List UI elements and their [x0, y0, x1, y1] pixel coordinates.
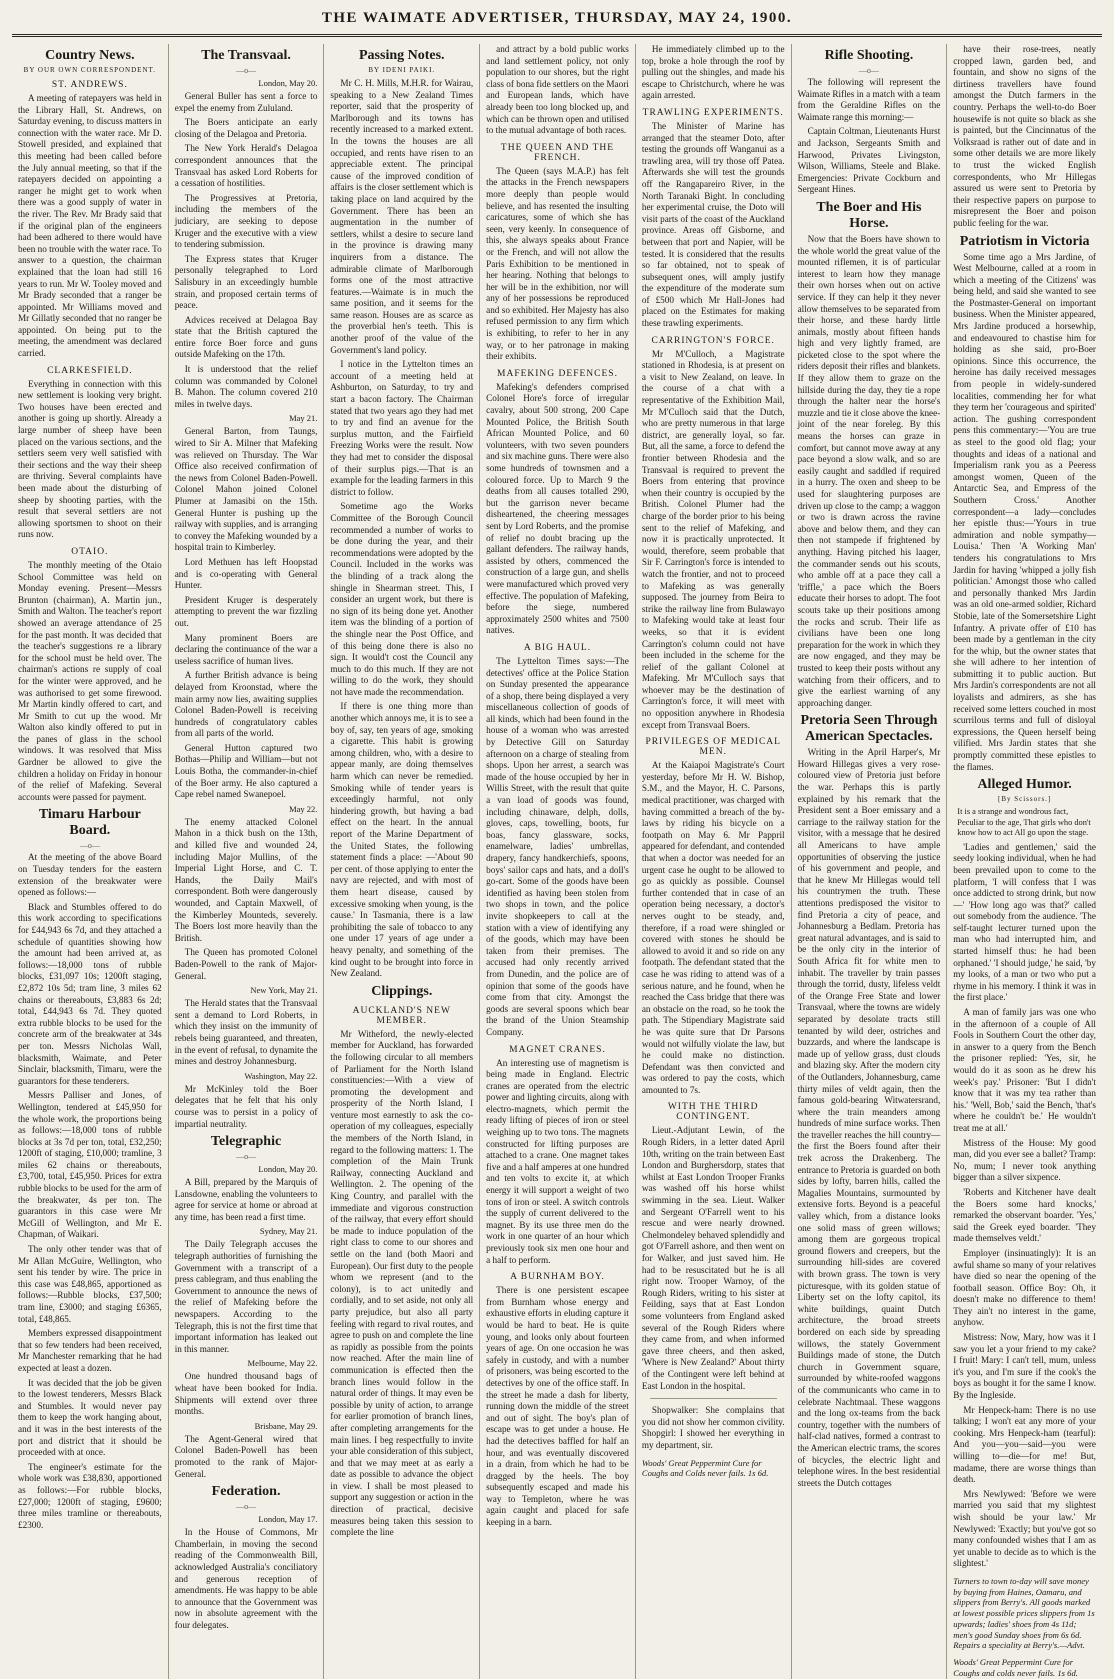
divider-ornament: —o—: [236, 1502, 257, 1512]
masthead: THE WAIMATE ADVERTISER, THURSDAY, MAY 24, 1900.: [321, 10, 793, 26]
article-paragraph: The enemy attacked Colonel Mahon in a thick bush on the 13th, and killed five and wounded 24, including Major Mullins, of the Imperial Light Horse, and C. T. Hands, the Daily Mail's correspondent. Both were dangerously wounded, and Captain Maxwell, of the Kimberley Mounteds, severely. The Boers lost more heavily than the British.: [174, 816, 318, 943]
article-paragraph: General Hutton captured two Bothas—Philip and William—but not Louis Botha, the commander-in-chief of the Boer army. He also captured a Cape rebel named Swanepoel.: [174, 742, 318, 800]
heading-the-transvaal: The Transvaal.: [201, 48, 291, 63]
article-paragraph: The Queen (says M.A.P.) has felt the attacks in the French newspapers more deeply than people would believe, and has resented the insulting caricatures, some of which she has seen, very keenly. In consequence of this, she always speaks about France or the French, and will not allow the Paris Exhibition to be mentioned in her hearing. Nothing that belongs to her will be in the exhibition, nor will any of her possessions be reproduced and so exhibited. Her Majesty has also refused permission to any firm which is exhibiting, to refer to her in any way, or to her patronage in making their exhibits.: [486, 165, 629, 362]
heading-boer-and-his-horse: The Boer and His Horse.: [816, 199, 922, 231]
article-paragraph: Writing in the April Harper's, Mr Howard Hillegas gives a very rose-coloured view of Pretoria just before the war. Perhaps this is partly explained by his remark that the President sent a Boer emissary and a carriage to the railway station for the visitor, with a message that he desired all Americans to have ample opportunities of observing the justice of his government and people, and that he knew Mr Hillegas would tell his countrymen the truth. These attentions predisposed the visitor to find Pretoria a city of peace, and Johannesburg a Bedlam. Pretoria has great natural advantages, and is said to be the only city in the interior of South Africa fit for white men to inhabit. The traveller by train passes through the torrid, dusty, lifeless veldt of the Orange Free State and lower Transvaal, where the towns are widely separated by desolate tracts still tenanted by wild deer, ostriches and buzzards, and where the landscape is made up of yellow grass, dust clouds and blazing sky. After the modern city of the Outlanders, Johannesburg, came thirty miles of veldt again, then the famous gold-bearing Witwatersrand, where the train meanders among hundreds of mine surface works. Then the traveller reaches the hill country—the first the Boers found after their trek across the Drakenberg. The entrance to Pretoria is guarded on both sides by lofty, barren hills, called the Magalies Mountains, surmounted by extensive forts. Beyond is a peaceful valley which, from a distance looks one solid mass of green willows; among them are gorgeous tropical ground flowers and creepers, but the surrounding hill-sides are covered with brown grass. The town is very picturesque, with its golden statue of Liberty set on the lofty capitol, its white buildings, quaint Dutch architecture, the broad streets bordered on each side by spreading willows, the stately Government Buildings made of stone, the Dutch church in Government square, surrounded by white-roofed waggons of the communicants who came in to celebrate Nachtmaal. These waggons and the long ox-teams from the back country, together with the numbers of half-clad natives, formed a contrast to the American electric trams, the scores of bicycles, the electric light and telephone wires. In the best residential streets the Dutch cottages: [797, 747, 941, 1488]
article-paragraph: In the House of Commons, Mr Chamberlain, in moving the second reading of the Commonwealth Bill, acknowledged Australia's conciliatory and generous reception of amendments. He was happy to be able to announce that the Government was now in absolute agreement with the four delegates.: [174, 1527, 318, 1630]
article-paragraph: General Buller has sent a force to expel the enemy from Zululand.: [174, 91, 318, 113]
article-paragraph: One hundred thousand bags of wheat have been booked for India. Shipments will extend over three months.: [174, 1371, 318, 1417]
article-paragraph: It was decided that the job be given to the lowest tenderers, Messrs Black and Stumbles. It would never pay them to keep the work hanging about, and it was in the best interests of the port and district that it should be proceeded with at once.: [18, 1377, 162, 1458]
columns: [12, 44, 1102, 1678]
article-paragraph: The Agent-General wired that Colonel Baden-Powell has been promoted to the rank of Major-General.: [174, 1433, 318, 1479]
article-paragraph: If there is one thing more than another which annoys me, it is to see a boy of, say, ten years of age, smoking a cigarette. This habit is growing among children, who, with a desire to appear manly, are doing themselves harm which can never be remedied. Smoking while of tender years is exceedingly harmful, not only hindering growth, but having a bad effect on the heart. In the annual report of the Marine Department of the United States, the following statement finds a place: —'About 90 per cent. of those applying to enter the navy are rejected, and with most of them heart disease, caused by excessive smoking when young, is the cause.' In Tasmania, there is a law prohibiting the sale of tobacco to any one under 17 years of age under a heavy penalty, and something of the kind ought to be brought into force in New Zealand.: [330, 701, 474, 979]
joke: Mistress: Now, Mary, how was it I saw you let a your friend to my cake? I fruit! Mary: I can't tell, mum, unless it's you, and I'm sure if the cook's the boys as bought it for the same I know. By the Ingleside.: [953, 1332, 1096, 1401]
article-paragraph: Lord Methuen has left Hoopstad and is co-operating with General Hunter.: [174, 556, 318, 591]
subhead-carringtons-force: CARRINGTON'S FORCE.: [651, 335, 775, 346]
article-paragraph: President Kruger is desperately attempting to prevent the war fizzling out.: [174, 594, 318, 628]
heading-clippings: Clippings.: [371, 983, 433, 999]
verse: It is a strange and wondrous fact, Peculiar to the age, That girls who don't know how to act All go upon the stage.: [957, 807, 1091, 838]
article-paragraph: Captain Coltman, Lieutenants Hurst and Jackson, Sergeants Smith and Harwood, Privates Livingston, Wilson, Williams, Steele and Blake. Emergencies: Private Cockburn and Sergeant Hines.: [797, 126, 941, 195]
heading-patriotism-in-victoria: Patriotism in Victoria: [959, 233, 1090, 249]
byline: [By Scissors.]: [997, 795, 1052, 804]
joke: Mr Henpeck-ham: There is no use talking; I won't eat any more of your cooking. Mrs Henpeck-ham (tearful): And you—you—said—you were willing to—die—for me! But, madame, there are worse things than death.: [953, 1404, 1096, 1485]
heading-country-news: Country News.: [45, 48, 135, 63]
article-paragraph: Messrs Palliser and Jones, of Wellington, tendered at £45,950 for the whole work, the proportions being as follows:—18,000 tons of rubble blocks at 3s 7d per ton, total, £32,250; 1200ft of staging, £10,000; tramline, 3 miles 62 chains or thereabouts, £3,700, total, £45,950. Prices for extra rubble blocks to be used for the arm of the breakwater, 4s per ton. The guarantors in this case were Mr McGill of Wellington, and Mr E. Chapman, of Waikari.: [18, 1090, 162, 1240]
subhead-with-the-third-contingent: WITH THE THIRD CONTINGENT.: [667, 1102, 759, 1123]
column-4: [479, 44, 635, 1679]
column-1: [12, 44, 168, 1679]
subhead-magnet-cranes: MAGNET CRANES.: [509, 1044, 606, 1055]
article-paragraph: Sometime ago the Works Committee of the Borough Council recommended a number of works to be done during the year, and their recommendations were adopted by the Council. Included in the works was the blinding of a track along the shingle in Shearman street. This, I consider an urgent work, but there is no sign of its being done yet. Another item was the blinding of a portion of the shingle near the Post Office, and of this being done there is also no sign. It would't cost the Council any much to do this much. If they are not willing to do the work, they should not have made the recommendation.: [330, 501, 474, 697]
heading-telegraphic: Telegraphic: [210, 1134, 282, 1150]
article-paragraph: and attract by a bold public works and land settlement policy, not only population to our shores, but the right class of bona fide settlers on the Maori and European lands, which have already been too long blocked up, and which can be thrown open and utilised to the mutual advantage of both races.: [486, 44, 629, 136]
article-paragraph: I notice in the Lyttelton times an account of a meeting held at Ashburton, on Saturday, to try and start a bacon factory. The Chairman stated that two years ago they had met to try and find an avenue for the surplus mutton, and the Fairfield Freezing Works were the result. Now they had met to consider the disposal of their surplus pigs.—That is an example for the leading farmers in this district to follow.: [330, 359, 474, 497]
article-paragraph: Lieut.-Adjutant Lewin, of the Rough Riders, in a letter dated April 10th, writing on the train between East London and Burghersdorp, states that whilst at East London Trooper Franks was washed off his horse whilst swimming in the sea. Lieut. Walker and Sergeant O'Farrell went to his rescue and were nearly drowned. Chelmondeley behaved splendidly and got O'Farrell ashore, and then went on for Walker, and just saved him. He had to be resuscitated but he is all right now. Trooper Warnoy, of the Rough Riders, writing to his sister at Feilding, says that at East London some volunteers from England asked several of the Rough Riders where they came from, and when informed gave three cheers, and then asked, 'Where is New Zealand?' About thirty of the Contingent were left behind at East London in the hospital.: [641, 1125, 785, 1391]
divider-ornament: —o—: [858, 66, 879, 75]
subhead-queen-and-french: THE QUEEN AND THE FRENCH.: [500, 142, 615, 163]
article-paragraph: Some time ago a Mrs Jardine, of West Melbourne, called at a room in which a meeting of the Citizens' was being held, and said she wanted to see the Postmaster-General on important business. When the Minister appeared, Mrs Jardine produced a horsewhip, and endeavoured to chastise him for holding as she said, pro-Boer opinions. Since this occurrence, the heroine has daily received messages from people in widely-sundered localities, commending her for what they term her 'courageous and spirited' action. The gushing correspondent pens this commentary:—'You are true as steel to the good old flag; your thoughts and ideas of a national and Imperialism rank you as a Peeress amongst women, Queen of the Antarctic Sea, and Empress of the Southern Cross.' Another correspondent—a lady—concludes her epistle thus:—'Yours in true admiration and noble sympathy—Louisa.' Then 'A Working Man' tenders his congratulations to Mrs Jardin for having 'whipped a jolly fish politician.' Amongst those who called and personally thanked Mrs Jardin was an old one-armed soldier, Richard Stobie, late of the Somersetshire Light Infantry. A private offer of £10 has been made by a gentleman in the city for the whip, but the owner states that she will adhere to her intention of submitting it to public auction. But Mrs Jardin's correspondents are not all loyalists and admirers, as she has received some letters couched in most scurrilous terms and full of disloyal expressions, the Queen herself being vilified. Mrs Jardin states that she promptly committed these epistles to the flames.: [953, 251, 1096, 772]
article-paragraph: A Bill, prepared by the Marquis of Lansdowne, enabling the volunteers to agree for service at home or abroad at any time, has been read a first time.: [174, 1177, 318, 1222]
advertisement: Woods' Great Peppermint Cure for Coughs and colds never fails. 1s 6d.: [953, 1657, 1078, 1678]
heading-timaru-harbour-board: Timaru Harbour Board.: [38, 807, 141, 839]
divider-ornament: —o—: [79, 841, 100, 851]
dateline: London, May 20.: [258, 78, 318, 88]
article-paragraph: Mr C. H. Mills, M.H.R. for Wairau, speaking to a New Zealand Times reporter, said that the prosperity of Marlborough and its towns has recently increased to a marked extent. In the towns the houses are all occupied, and rents have risen to an appreciable extent. The principal cause of the improved condition of affairs is the closer settlement which is taking place on land acquired by the Government. There has been an augmentation in the number of settlers, whilst a desire to secure land in the province is drawing many inquirers from a distance. The admirable climate of Marlborough forms one of the most attractive features.—Waimate is in much the same position, and it seems for the same reason. Houses are as scarce as the proverbial hen's teeth. This is another proof of the value of the Government's land policy.: [330, 78, 474, 355]
heading-rifle-shooting: Rifle Shooting.: [824, 48, 914, 63]
article-paragraph: The monthly meeting of the Otaio School Committee was held on Monday evening. Present—Messrs Brunton (chairman), A. Martin jun., Smith and Walton. The teacher's report showed an average attendance of 25 for the past month. It was decided that the teacher's suggestions re a library for the school must be held over. The chairman's actions re supply of coal for the winter were approved, and he was authorised to get some firewood. Mr Martin kindly offered to cart, and Mr Smith to cut up the wood. Mr Walton also kindly offered to put in the panes of glass in the school windows. It was resolved that Miss Gardner be allowed to give the children a holiday on Friday in honour of the relief of Mafeking. Several accounts were passed for payment.: [18, 559, 162, 802]
joke: Employer (insinuatingly): It is an awful shame so many of your relatives have died so near the opening of the football season. Office Boy: Oh, it doesn't make no difference to them! They ain't no interest in the game, anyhow.: [953, 1247, 1096, 1328]
article-paragraph: At the Kaiapoi Magistrate's Court yesterday, before Mr H. W. Bishop, S.M., and the Mayor, H. C. Parsons, medical practitioner, was charged with having committed a breach of the by-laws by riding his bicycle on a footpath on May 6. Mr Pappril appeared for defendant, and contended that when a doctor was needed for an urgent case he ought to be allowed to go as quickly as possible. Counsel further contended that in case of an operation being necessary, a doctor's nerves ought to be steady, and, therefore, if a road were shingled or covered with stones he should be allowed to avoid it and so ride on any footpath. The defendant stated that the case he was riding to attend was of a serious nature, and he found, when he reached the Cass bridge that there was an obstacle on the road, so he took the path. The Stipendiary Magistrate said he was quite sure that Dr Parsons would not wilfully violate the law, but he could make no distinction. Defendant was then convicted and was ordered to pay the costs, which amounted to 7s.: [641, 760, 785, 1095]
column-5: [635, 44, 791, 1679]
article-paragraph: The Lyttelton Times says:—The detectives' office at the Police Station on Sunday presented the appearance of a shop, there being displayed a very miscellaneous collection of goods of all kinds, which had been found in the house of a woman who was arrested by Detective Gill on Saturday afternoon on a charge of stealing from shops. Upon her arrest, a search was made of the house occupied by her in Willis Street, with the result that quite a van load of goods was found, including chinaware, delph, dolls, gloves, caps, towelling, boots, fur boas, fancy glassware, socks, enamelware, ladies' umbrellas, drapery, fancy handkerchiefs, spoons, boys' sailor caps and hats, and a doll's go-cart. Some of the goods have been identified as having been stolen from two shops in town, and the police invite shopkeepers to call at the station with a view of identifying any of the goods, which may have been taken from their premises. The accused had only recently arrived from Dunedin, and the police are of opinion that some of the goods have come from that city. Amongst the goods are several spoons which bear the brand of the Union Steamship Company.: [486, 655, 629, 1037]
article-paragraph: An interesting use of magnetism is being made in England. Electric cranes are operated from the electric power and lighting circuits, along with electro-magnets, which permit the ready lifting of pieces of iron or steel weighing up to two tons. The magnets constructed for lifting purposes are attached to a crane. One magnet takes five and a half amperes at one hundred and ten volts to excite it, at which energy it will support a weight of two tons of iron or steel. A switch controls the supply of current delivered to the magnet. By its use three men do the work in one quarter of an hour which previously took six men one hour and a half to perform.: [486, 1057, 629, 1265]
article-paragraph: The Express states that Kruger personally telegraphed to Lord Salisbury in an exceedingly humble strain, and proposed certain terms of peace.: [174, 253, 318, 311]
column-3: [323, 44, 479, 1679]
column-7: [946, 44, 1102, 1679]
article-paragraph: Mr McKinley told the Boer delegates that he felt that his only course was to persist in a policy of impartial neutrality.: [174, 1083, 318, 1129]
dateline: Sydney, May 21.: [259, 1226, 318, 1237]
divider-ornament: —o—: [236, 66, 257, 75]
separator-rule: [650, 1398, 777, 1399]
masthead-rule: [12, 34, 1102, 37]
subhead-clarkesfield: CLARKESFIELD.: [47, 365, 133, 376]
article-paragraph: The Daily Telegraph accuses the telegraph authorities of furnishing the Government with a transcript of a press cablegram, and thus enabling the Government to announce the news of the relief of Mafeking before the newspapers. According to the Telegraph, this is not the first time that important information has leaked out in this manner.: [174, 1239, 318, 1354]
subhead-otaio: OTAIO.: [71, 546, 109, 557]
heading-pretoria-seen: Pretoria Seen Through American Spectacles.: [800, 713, 938, 745]
article-paragraph: There is one persistent escapee from Burnham whose energy and exhaustive efforts in eluding capture it would be hard to beat. He is quite young, and looks only about fourteen years of age. On one occasion he was safely in custody, and with a number of prisoners, was being escorted to the detectives by one of the office staff. In the street he made a dash for liberty, running down the middle of the street and out of sight. The boy's plan of escape was to get under a house. He had the detectives baffled for half an hour, and was eventually discovered in a drain, from which he had to be dragged by the heels. The boy subsequently escaped and made his way to Templeton, where he was again caught and placed for safe keeping in a barn.: [486, 1285, 629, 1528]
article-paragraph: It is understood that the relief column was commanded by Colonel B. Mahon. The column covered 210 miles in twelve days.: [174, 364, 318, 409]
heading-alleged-humor: Alleged Humor.: [977, 777, 1072, 793]
divider-ornament: —o—: [236, 1152, 257, 1162]
article-paragraph: Advices received at Delagoa Bay state that the British captured the entire force Boer force and guns outside Mafeking on the 17th.: [174, 314, 318, 360]
article-paragraph: A further British advance is being delayed from Kroonstad, where the main army now lies, awaiting supplies Colonel Baden-Powell is receiving hundreds of congratulatory cables from all parts of the world.: [174, 670, 318, 739]
column-6: [791, 44, 947, 1679]
column-2: [168, 44, 324, 1679]
article-paragraph: have their rose-trees, neatly cropped lawn, garden bed, and fountain, and show no signs of the dirtiness travellers have found amongst the Dutch farmers in the country. Perhaps the well-to-do Boer housewife is not quite so black as she is painted, but the Cincinnatus of the Volksraad is rather out of date and in some other details we are more likely to trust the wicked English correspondents, who Mr Hillegas assured us were sent to Pretoria by their respective papers on purpose to misrepresent the Boer and poison public feeling for the war.: [953, 44, 1096, 228]
article-paragraph: The following will represent the Waimate Rifles in a match with a team from the Geraldine Rifles on the Waimate range this morning:—: [797, 77, 941, 122]
heading-passing-notes: Passing Notes.: [359, 48, 445, 63]
article-paragraph: Mr Witheford, the newly-elected member for Auckland, has forwarded the following circular to all members of Parliament for the North Island constituencies:—With a view of promoting the development and prosperity of the North Island, I venture most earnestly to ask the co-operation of my colleagues, especially the members of the North Island, in regard to the following matters: 1. The completion of the Main Trunk Railway, connecting Auckland and Wellington. 2. The opening of the King Country, and parallel with the immediate and vigorous construction of the railway, that every effort should be made to induce population of the right class to come to our shores and settle on the land (both Maori and European). Our first duty to the people whom we represent (and to the colony), is to act unitedly and cordially, and to set aside, not only all party prejudice, but also all party feeling with regard to rival routes, and agree to push on and complete the line as rapidly as possible from the points now reached. After the main line of communication is effected then the branch lines would follow in the natural order of things. It may even be possible by unity of action, to arrange for earlier promotion of branch lines, after completing arrangements for the main lines. I beg respectfully to invite your able consideration of this subject, and that we may meet at as early a date as possible to advance the object in view. I shall be most pleased to support any suggestion or action in the direction of practical, decisive measures being taken this session to complete the line: [330, 1028, 474, 1538]
byline: BY OUR OWN CORRESPONDENT.: [23, 66, 157, 74]
article-paragraph: Members expressed disappointment that so few tenders had been received, Mr Manchester remarking that he had expected at least a dozen.: [18, 1328, 162, 1373]
joke: A man of family jars was one who in the afternoon of a couple of All Fools in Southern Court the other day, in answer to a query from the Bench the prisoner replied: 'Yes, sir, he would do it as soon as he drew his week's pay.' Prisoner: 'But I didn't know that it was my tea rather than his.' 'Well, Bob,' said the Bench, 'that's where he couldn't be.' He wouldn't treat me at all.': [953, 1007, 1096, 1133]
article-paragraph: The Herald states that the Transvaal sent a demand to Lord Roberts, in which they insist on the immunity of rebels being guaranteed, and threaten, in the event of refusal, to dynamite the mines and destroy Johannesburg.: [174, 998, 318, 1067]
article-paragraph: Mr M'Culloch, a Magistrate stationed in Rhodesia, is at present on a visit to New Zealand, on leave. In the course of a chat with a representative of the Exhibition Mail, Mr M'Culloch said that the Dutch, who are pretty numerous in that large district, are generally loyal, so far. But, all the same, a force to defend the frontier between Rhodesia and the Transvaal is required to prevent the Boers from entering that province when their country is occupied by the British. Colonel Plumer had the charge of the border prior to his being sent to the relief of Mafeking, and now it is practically unprotected. It would, therefore, seem probable that Sir F. Carrington's force is intended to watch the frontier, and not to proceed to Mafeking as was generally supposed. The journey from Beira to strike the railway line from Bulawayo to Mafeking would take at least four weeks, so that it is evident Carrington's column could not have been included in the scheme for the relief of the gallant Colonel at Mafeking. Mr M'Culloch says that whoever may be the destination of Carrington's force, it will meet with no opposition anywhere in Rhodesia except from Transvaal Boers.: [641, 348, 785, 730]
subhead-st-andrews: ST. ANDREWS.: [51, 80, 128, 90]
dateline: Brisbane, May 29.: [254, 1420, 318, 1431]
joke: Mistress of the House: My good man, did you ever see a ballet? Tramp: No, mum; I never took anything bigger than a silver sixpence.: [953, 1137, 1096, 1183]
subhead-a-big-haul: A BIG HAUL.: [523, 642, 592, 653]
joke: Mrs Newlywed: 'Before we were married you said that my slightest wish should be your law.' Mr Newlywed: 'Exactly; but you've got so many confounded wishes that I am as yet unable to decide as to which is the slightest.': [953, 1488, 1096, 1569]
article-paragraph: The only other tender was that of Mr Allan McGuire, Wellington, who sent his tender by wire. The price in this case was £48,865, apportioned as follows:—Rubble blocks, £37,500; tram line, £3000; and staging £6365, total, £48,865.: [18, 1244, 162, 1324]
article-paragraph: The New York Herald's Delagoa correspondent announces that the Transvaal has asked Lord Roberts for a cessation of hostilities.: [174, 143, 318, 189]
advertisement: Woods' Great Peppermint Cure for Coughs and Colds never fails. 1s 6d.: [641, 1457, 769, 1479]
article-paragraph: The Minister of Marine has arranged that the steamer Doto, after testing the grounds off Wanganui as a trawling area, will try those off Patea. Afterwards she will test the grounds off the Rangapareiro River, in the North Taranaki Bight. In concluding her experimental cruise, the Doto will visit parts of the coast of the Auckland province. Areas off Gisborne, and between that port and Napier, will be tested. It is considered that the results so far obtained, not to speak of subsequent ones, will amply justify the expenditure of the moderate sum of £500 which Mr Hall-Jones had placed on the Estimates for making these trawling experiments.: [641, 120, 785, 329]
byline: BY IDENI PAIKI.: [368, 66, 436, 74]
subhead-privileges-of-medical-men: PRIVILEGES OF MEDICAL MEN.: [645, 737, 781, 758]
article-paragraph: The Boers anticipate an early closing of the Delagoa and Pretoria.: [174, 117, 318, 139]
article-paragraph: At the meeting of the above Board on Tuesday tenders for the eastern extension of the breakwater were opened as follows:—: [18, 852, 162, 898]
article-paragraph: Mafeking's defenders comprised Colonel Hore's force of irregular cavalry, about 500 strong, 200 Cape Mounted Police, the British South African Mounted Police, and 60 volunteers, with two seven pounders and six machine guns. There were also some hundreds of townsmen and a coloured force. Up to March 9 the deaths from all causes totalled 290, but the garrison never became disheartened, the cheering messages sent by Lord Roberts, and the promise of relief no doubt bracing up the gallant defenders. The railway hands, assisted by others, commenced the construction of a large gun, and shells were manufactured which proved very effective. The population of Mafeking, before the siege, numbered approximately 2500 whites and 7500 natives.: [486, 381, 629, 636]
dateline: London, May 17.: [258, 1514, 318, 1525]
subhead-a-burnham-boy: A BURNHAM BOY.: [510, 1272, 605, 1283]
article-paragraph: The engineer's estimate for the whole work was £38,830, apportioned as follows:—For rubble blocks, £27,000; 1200ft of staging, £9600; three miles tramline or thereabouts, £2300.: [18, 1461, 162, 1530]
subhead-mafeking-defences: MAFEKING DEFENCES.: [497, 368, 618, 379]
dateline: Melbourne, May 22.: [247, 1358, 318, 1369]
dateline: May 22.: [289, 803, 318, 814]
dateline: London, May 20.: [258, 1164, 318, 1175]
article-paragraph: Now that the Boers have shown to the whole world the great value of the mounted riflemen, it is of particular interest to learn how they manage their own horses when out on active service. If they can help it they never allow themselves to be separated from their horse, and these hardy little animals, mostly about fifteen hands high and very lightly framed, are picketed close to the spot where the riders deposit their rifles and blankets. If they allow them to graze on the hillside during the day, they tie a rope through the halter near the horse's muzzle and tie it close above the knee-joint of the near foreleg. By this means the horses can graze in comfort, but cannot move away at any pace beyond a slow walk, and so are easily caught and saddled if required in a hurry. The oxen and sheep to be used for slaughtering purposes are driven up close to the camp; a waggon or two is drawn across the ravine above and below them, and they can then not stampede if frightened by anything. Having pitched his laager, the commander sends out his scouts, who amble off at a pace they call a 'triffle,' a pace which the Boers educate their horses to adopt. The foot scouts take up their positions among the rocks and scrub. Their life as civilians have been one long preparation for the work in which they are now engaged, and they may be trusted to keep their posts without any watching from their officers, and to give the earliest warning of any approaching danger.: [797, 233, 941, 708]
article-paragraph: Black and Stumbles offered to do this work according to specifications for £44,943 6s 7d, and they attached a schedule of quantities showing how the amount had been arrived at, as follows:—18,000 tons of rubble blocks, £31,097 10s; 1200ft staging, £2,872 10s 5d; tram line, 3 miles 62 chains or thereabouts, £3,883 6s 2d; total, £44,943 6s 7d. They quoted extra rubble blocks to be used for the concrete arm of the breakwater at 34s per ton. Messrs Nicholas Wall, blacksmith, Waimate, and Peter Sinclair, blacksmith, Timaru, were the guarantors for these tenderers.: [18, 901, 162, 1086]
article-paragraph: He immediately climbed up to the top, broke a hole through the roof by pulling out the shingles, and made his escape to Christchurch, where he was again arrested.: [641, 44, 785, 101]
dateline: New York, May 21.: [250, 985, 318, 996]
article-paragraph: The Queen has promoted Colonel Baden-Powell to the rank of Major-General.: [174, 947, 318, 981]
dateline: May 21.: [289, 413, 318, 424]
joke: 'Roberts and Kitchener have dealt the Boers some hard knocks,' remarked the observant boarder. 'Yes,' said the Greek eyed boarder. 'They made themselves veldt.': [953, 1186, 1096, 1244]
article-paragraph: General Barton, from Taungs, wired to Sir A. Milner that Mafeking was relieved on Thursday. The War Office also received confirmation of the news from Colonel Baden-Powell. Colonel Mahon joined Colonel Plumer at Jamasibi on the 15th. General Hunter is pushing up the railway with supplies, and is arranging to convey the Mafeking wounded by a hospital train to Kimberley.: [174, 426, 318, 553]
article-paragraph: Many prominent Boers are declaring the continuance of the war a useless sacrifice of human lives.: [174, 632, 318, 666]
article-paragraph: A meeting of ratepayers was held in the Library Hall, St. Andrews, on Saturday evening, to discuss matters in connection with the water race. Mr D. Stowell presided, and explained that this meeting had been called before the July annual meeting, so that if the ratepayers decided on appointing a ranger he might get to work when there was a good supply of water in the river. The Rev. Mr Brady said that if the original plan of the engineers had been adhered to there would have been no trouble with the water race. To answer to a question, the chairman explained that the loan had still 16 years to run. Mr W. Tooley moved and Mr Brady seconded that a ranger be appointed. Mr Williams moved and Mr Gillatly seconded that no ranger be appointed. On being put to the meeting, the amendment was declared carried.: [18, 93, 162, 359]
quip: Shopwalker: She complains that you did not show her common civility. Shopgirl: I showed her everything in my department, sir.: [641, 1405, 785, 1450]
joke: 'Ladies and gentlemen,' said the seedy looking individual, when he had been prevailed upon to come to the platform, 'I will confess that I was once addicted to strong drink, but now—' 'How long ago was that?' called out somebody from the audience. 'The self-taught lecturer turned upon the man who had interrupted him, and started himself thus: he had been orphaned.' 'I should judge,' he said, 'by my looks, of a man or two who put a rhyme in his memory. I think it was in the first place.': [953, 841, 1096, 1003]
dateline: Washington, May 22.: [244, 1070, 318, 1081]
article-paragraph: Everything in connection with this new settlement is looking very bright. Two houses have been erected and another is going up shortly. Already a large number of sheep have been placed on the various sections, and the settlers seem very well satisfied with their sections and the way their sheep are thriving. Several complaints have been made about the disturbing of sheep by shooting parties, with the result that several settlers are not allowing sportsmen to shoot on their runs now.: [18, 378, 162, 540]
subhead-trawling-experiments: TRAWLING EXPERIMENTS.: [642, 107, 784, 118]
heading-federation: Federation.: [211, 1484, 281, 1500]
article-paragraph: The Progressives at Pretoria, including the members of the judiciary, are seeking to depose Kruger and the executive with a view to tendering submission.: [174, 192, 318, 250]
advertisement: Turners to town to-day will save money by buying from Haines, Oamaru, and slippers from Berry's. All goods marked at lowest possible prices slippers from 1s upwards; ladies' shoes from 4s 11d; men's good Sunday shoes from 6s 6d. Repairs a speciality at Berry's.—Advt.: [953, 1575, 1095, 1651]
subhead-aucklands-new-member: AUCKLAND'S NEW MEMBER.: [352, 1005, 451, 1026]
